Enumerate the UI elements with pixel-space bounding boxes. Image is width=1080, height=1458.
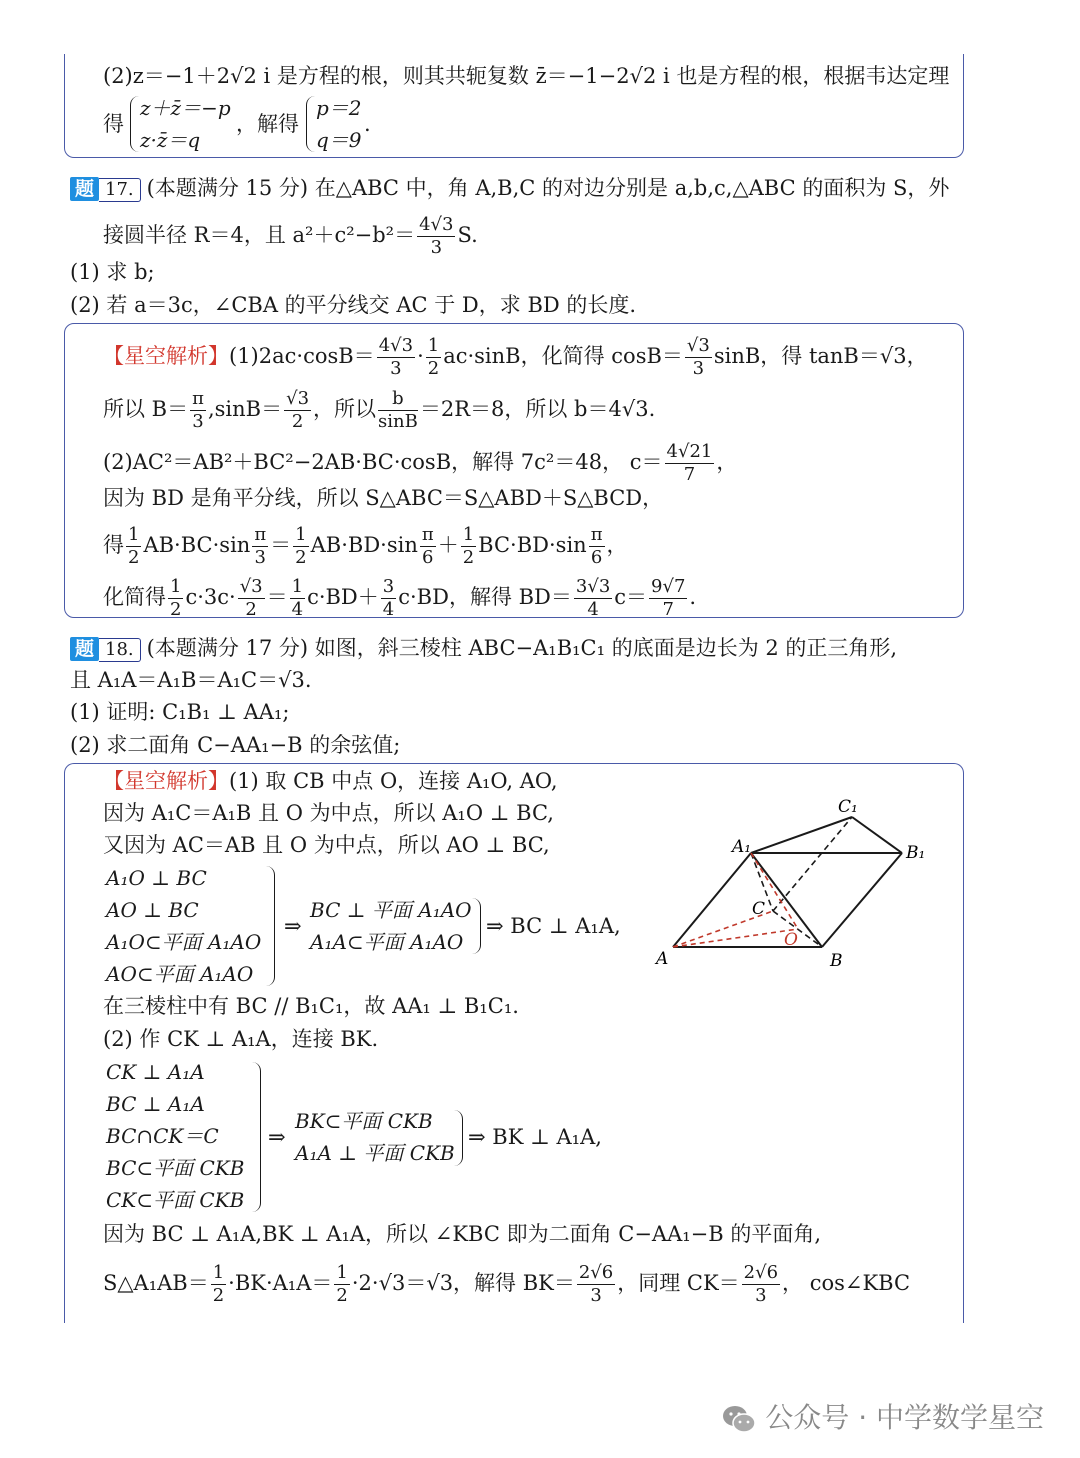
numerator: 1	[170, 576, 182, 597]
denominator: 2	[128, 547, 140, 568]
denominator: 3	[192, 411, 204, 432]
numerator: √3	[286, 388, 310, 409]
denominator: 4	[382, 599, 395, 620]
numerator: 1	[291, 576, 304, 597]
text-span: c·BD＋	[307, 585, 379, 609]
denominator: 7	[683, 464, 696, 485]
question-number: 17.	[99, 178, 141, 202]
denominator: 2	[462, 547, 475, 568]
denominator: 3	[692, 358, 705, 379]
fraction	[577, 1262, 615, 1307]
numerator: 3√3	[575, 576, 611, 597]
wechat-icon	[721, 1404, 757, 1434]
question-text	[103, 214, 478, 259]
denominator: 2	[212, 1285, 225, 1306]
system-line: CK ⊥ A₁A	[106, 1060, 205, 1084]
fraction	[334, 1262, 349, 1307]
question-17-header	[70, 174, 949, 202]
question-part: (2) 求二面角 C−AA₁−B 的余弦值;	[70, 733, 401, 757]
text-span: ·2·√3＝√3，解得 BK＝	[351, 1271, 575, 1295]
numerator: π	[192, 388, 204, 409]
question-text: (本题满分 15 分) 在△ABC 中，角 A,B,C 的对边分别是 a,b,c,△ABC 的面积为 S，外	[146, 176, 950, 200]
label-a1: A₁	[732, 837, 752, 857]
system-line: BC∩CK＝C	[106, 1124, 219, 1148]
fraction	[190, 388, 206, 433]
fraction	[420, 524, 436, 569]
solution-line	[103, 576, 696, 621]
numerator: 1	[462, 524, 475, 545]
label-c: C	[752, 899, 766, 919]
numerator: 4√3	[378, 335, 414, 356]
numerator: 1	[212, 1262, 225, 1283]
fraction	[665, 441, 715, 486]
question-text: 且 A₁A＝A₁B＝A₁C＝√3.	[70, 668, 312, 692]
system-line: AO ⊥ BC	[106, 898, 199, 922]
fraction	[284, 388, 311, 433]
fraction	[742, 1262, 780, 1307]
denominator: 3	[254, 547, 266, 568]
numerator: π	[421, 524, 434, 545]
denominator: 2	[245, 599, 257, 620]
solution-line	[103, 388, 655, 433]
text-span: (1) 取 CB 中点 O，连接 A₁O, AO,	[229, 769, 558, 793]
numerator: 1	[336, 1262, 348, 1283]
question-text: (本题满分 17 分) 如图，斜三棱柱 ABC−A₁B₁C₁ 的底面是边长为 2 的正三角形,	[146, 636, 898, 660]
system-line: p＝2	[316, 96, 362, 120]
brace	[252, 1062, 261, 1212]
numerator: 4√3	[419, 214, 454, 235]
question-part: (1) 求 b;	[70, 260, 155, 284]
text-span: S.	[457, 223, 478, 247]
text-span: 得	[103, 533, 124, 557]
text-span: (1)2ac·cosB＝	[229, 344, 375, 368]
solution-line: 在三棱柱中有 BC // B₁C₁，故 AA₁ ⊥ B₁C₁.	[103, 994, 519, 1018]
fraction	[126, 524, 141, 569]
fraction	[426, 335, 441, 380]
denominator: 6	[590, 547, 603, 568]
fraction	[649, 576, 687, 621]
text-span: ·BK·A₁A＝	[228, 1271, 333, 1295]
fraction	[252, 524, 268, 569]
denominator: 6	[422, 547, 434, 568]
edge-a1-c1	[751, 817, 852, 853]
edge-a-a1	[673, 853, 751, 947]
system-line: A₁O ⊥ BC	[106, 866, 207, 890]
text-line: .	[364, 112, 371, 136]
solution-line	[103, 524, 628, 569]
numerator: 2√6	[578, 1262, 614, 1283]
label-c1: C₁	[838, 797, 858, 817]
question-part: (2) 若 a＝3c，∠CBA 的平分线交 AC 于 D，求 BD 的长度.	[70, 293, 637, 317]
brace	[266, 866, 275, 986]
text-span: c·BD，解得 BD＝	[398, 585, 572, 609]
solution-label: 【星空解析】	[103, 769, 229, 793]
text-span: S△A₁AB＝	[103, 1271, 209, 1295]
text-span: ＝2R＝8，所以 b＝4√3.	[419, 397, 656, 421]
system-line: z·z̄＝q	[140, 128, 201, 152]
numerator: 1	[295, 524, 307, 545]
denominator: 3	[590, 1285, 602, 1306]
text-span: ，	[716, 450, 738, 474]
text-span: (2)AC²＝AB²＋BC²−2AB·BC·cosB，解得 7c²＝48， c＝	[103, 450, 663, 474]
fraction	[378, 388, 418, 433]
numerator: π	[254, 524, 267, 545]
text-span: ＋	[437, 533, 459, 557]
brace	[130, 96, 139, 152]
question-tag: 题	[70, 177, 99, 201]
system-line: CK⊂平面 CKB	[106, 1188, 245, 1212]
text-span: ac·sinB，化简得 cosB＝	[443, 344, 683, 368]
solution-line: (2) 作 CK ⊥ A₁A，连接 BK.	[103, 1027, 379, 1051]
system-line: BK⊂平面 CKB	[295, 1109, 433, 1133]
watermark	[721, 1396, 1044, 1436]
fraction	[238, 576, 265, 621]
denominator: 2	[295, 547, 307, 568]
label-b: B	[830, 951, 843, 971]
fraction	[168, 576, 183, 621]
solution-line	[103, 1262, 910, 1307]
text-span: AB·BD·sin	[310, 533, 418, 557]
fraction	[377, 335, 415, 380]
solution-line	[103, 335, 928, 380]
system-line: A₁A⊂平面 A₁AO	[310, 930, 464, 954]
text-span: ＝	[270, 533, 292, 557]
text-span: ，同理 CK＝	[617, 1271, 740, 1295]
denominator: sinB	[378, 411, 418, 432]
text-span: 接圆半径 R＝4，且 a²＋c²−b²＝	[103, 223, 416, 247]
segment-a-o	[673, 929, 798, 947]
edge-b1-b	[822, 853, 902, 947]
denominator: 2	[427, 358, 440, 379]
text-line: (2)z＝−1＋2√2 i 是方程的根，则其共轭复数 z̄＝−1−2√2 i 也是方程的根，根据韦达定理	[103, 64, 950, 88]
label-a: A	[656, 949, 669, 969]
numerator: π	[590, 524, 603, 545]
fraction	[381, 576, 396, 621]
fraction	[574, 576, 612, 621]
system-line: A₁O⊂平面 A₁AO	[106, 930, 262, 954]
text-span: ， cos∠KBC	[782, 1271, 911, 1295]
system-line: AO⊂平面 A₁AO	[106, 962, 254, 986]
fraction	[461, 524, 476, 569]
numerator: 9√7	[651, 576, 686, 597]
watermark-text: 公众号 · 中学数学星空	[765, 1401, 1044, 1434]
denominator: 2	[291, 411, 304, 432]
brace	[306, 96, 315, 152]
text-span: ，	[606, 533, 628, 557]
text-span: sinB，得 tanB＝√3，	[713, 344, 928, 368]
implies-symbol: ⇒	[284, 914, 302, 938]
prism-figure	[640, 790, 940, 980]
text-span: c·3c·	[185, 585, 236, 609]
text-span: ＝	[266, 585, 288, 609]
system-line: A₁A ⊥ 平面 CKB	[295, 1141, 455, 1165]
fraction	[211, 1262, 226, 1307]
system-line: BC ⊥ A₁A	[106, 1092, 205, 1116]
text-span: .	[689, 585, 697, 609]
system-line: z＋z̄＝−p	[140, 96, 231, 120]
system-line: BC⊂平面 CKB	[106, 1156, 245, 1180]
numerator: 3	[382, 576, 395, 597]
brace	[472, 898, 481, 954]
question-tag: 题	[70, 637, 99, 661]
fraction	[417, 214, 455, 259]
fraction	[589, 524, 605, 569]
numerator: b	[378, 388, 418, 411]
implies-symbol: ⇒	[268, 1125, 286, 1149]
text-span: BC·BD·sin	[478, 533, 587, 557]
text-span: ,sinB＝	[207, 397, 283, 421]
denominator: 3	[390, 358, 402, 379]
denominator: 2	[170, 599, 182, 620]
solution-line: 又因为 AC＝AB 且 O 为中点，所以 AO ⊥ BC,	[103, 833, 550, 857]
question-number: 18.	[99, 638, 141, 662]
numerator: 1	[128, 524, 140, 545]
solution-line	[103, 441, 737, 486]
result-line: ⇒ BK ⊥ A₁A,	[468, 1125, 602, 1149]
text-span: 所以 B＝	[103, 397, 189, 421]
fraction	[685, 335, 712, 380]
solution-line: 因为 A₁C＝A₁B 且 O 为中点，所以 A₁O ⊥ BC,	[103, 801, 554, 825]
denominator: 4	[291, 599, 304, 620]
numerator: 2√6	[743, 1262, 779, 1283]
numerator: √3	[239, 576, 263, 597]
solution-label: 【星空解析】	[103, 344, 229, 368]
text-line: ，解得	[236, 112, 299, 136]
denominator: 7	[662, 599, 674, 620]
fraction	[290, 576, 305, 621]
text-span: ，所以	[313, 397, 377, 421]
solution-line: 因为 BC ⊥ A₁A,BK ⊥ A₁A，所以 ∠KBC 即为二面角 C−AA₁−B 的平面角,	[103, 1222, 822, 1246]
fraction	[293, 524, 308, 569]
text-span: AB·BC·sin	[143, 533, 251, 557]
system-line: q＝9	[316, 128, 362, 152]
text-span: 化简得	[103, 585, 166, 609]
numerator: √3	[686, 335, 710, 356]
denominator: 2	[336, 1285, 348, 1306]
label-b1: B₁	[906, 843, 926, 863]
question-part: (1) 证明: C₁B₁ ⊥ AA₁;	[70, 700, 290, 724]
system-line: BC ⊥ 平面 A₁AO	[310, 898, 472, 922]
question-18-header	[70, 634, 897, 662]
solution-line: 因为 BD 是角平分线，所以 S△ABC＝S△ABD＋S△BCD，	[103, 486, 664, 510]
numerator: 4√21	[666, 441, 713, 462]
edge-c1-b1	[852, 817, 902, 853]
denominator: 4	[587, 599, 599, 620]
label-o: O	[784, 930, 798, 950]
text-span: c＝	[614, 585, 648, 609]
text-span: ·	[417, 344, 424, 368]
denominator: 3	[755, 1285, 767, 1306]
numerator: 1	[427, 335, 440, 356]
solution-line	[103, 767, 558, 795]
denominator: 3	[430, 237, 443, 258]
result-line: ⇒ BC ⊥ A₁A,	[486, 914, 621, 938]
text-line: 得	[103, 112, 124, 136]
brace	[454, 1110, 463, 1166]
